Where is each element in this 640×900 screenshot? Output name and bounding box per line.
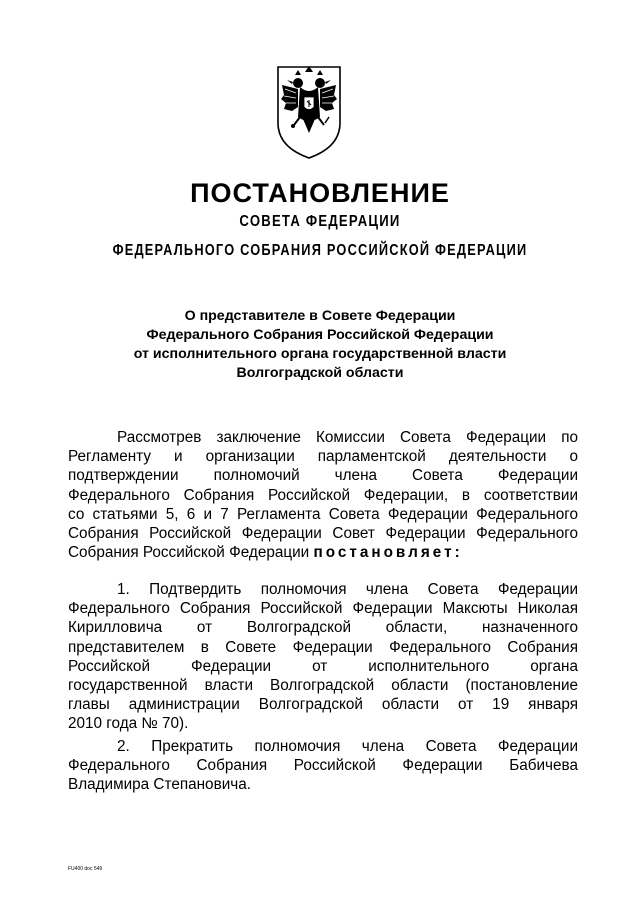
body-line: представителем в Совете Федерации Федерального Собрания xyxy=(68,638,578,656)
body-line: государственной власти Волгоградской области (постановление xyxy=(68,676,578,694)
body-line: Кирилловича от Волгоградской области, назначенного xyxy=(68,619,578,637)
body-line: Федерального Собрания Российской Федерации Бабичева xyxy=(68,757,578,775)
item-2-paragraph xyxy=(68,737,578,795)
issuer-line-2: ФЕДЕРАЛЬНОГО СОБРАНИЯ РОССИЙСКОЙ ФЕДЕРАЦИИ xyxy=(112,242,528,259)
heading-line: от исполнительного органа государственной власти xyxy=(133,346,507,362)
body-line: Рассмотрев заключение Комиссии Совета Федерации по xyxy=(117,429,578,446)
document-title: ПОСТАНОВЛЕНИЕ xyxy=(190,178,450,208)
item-1-paragraph xyxy=(68,580,578,734)
body-line: Владимира Степановича. xyxy=(68,776,251,794)
preamble-paragraph xyxy=(68,428,578,562)
body-line: Собрания Российской Федерации Совет Федерации Федерального xyxy=(68,524,578,542)
body-line: подтверждении полномочий члена Совета Федерации xyxy=(68,467,578,485)
body-line: со статьями 5, 6 и 7 Регламента Совета Федерации Федерального xyxy=(68,505,578,523)
body-line: Регламенту и организации парламентской деятельности о xyxy=(68,448,578,466)
coat-of-arms-icon xyxy=(276,65,342,160)
body-line: Российской Федерации от исполнительного органа xyxy=(68,657,578,675)
body-line xyxy=(68,543,578,562)
body-line: 2010 года № 70). xyxy=(68,715,189,733)
resolution-heading xyxy=(60,307,580,383)
body-line: главы администрации Волгоградской области от 19 января xyxy=(68,696,578,714)
heading-line: Волгоградской области xyxy=(236,365,404,381)
heading-line: Федерального Собрания Российской Федерации xyxy=(146,327,494,343)
body-line: 2. Прекратить полномочия члена Совета Федерации xyxy=(117,738,578,755)
resolves-verb: постановляет: xyxy=(313,544,463,562)
body-line: 1. Подтвердить полномочия члена Совета Федерации xyxy=(117,581,578,598)
body-line: Федерального Собрания Российской Федерации, в соответствии xyxy=(68,486,578,504)
body-line-text: Собрания Российской Федерации xyxy=(68,544,310,562)
document-code: FU400 doc 549 xyxy=(68,865,103,873)
heading-line: О представителе в Совете Федерации xyxy=(184,308,456,324)
body-line: Федерального Собрания Российской Федерации Максюты Николая xyxy=(68,600,578,618)
issuer-line-1: СОВЕТА ФЕДЕРАЦИИ xyxy=(239,213,401,230)
